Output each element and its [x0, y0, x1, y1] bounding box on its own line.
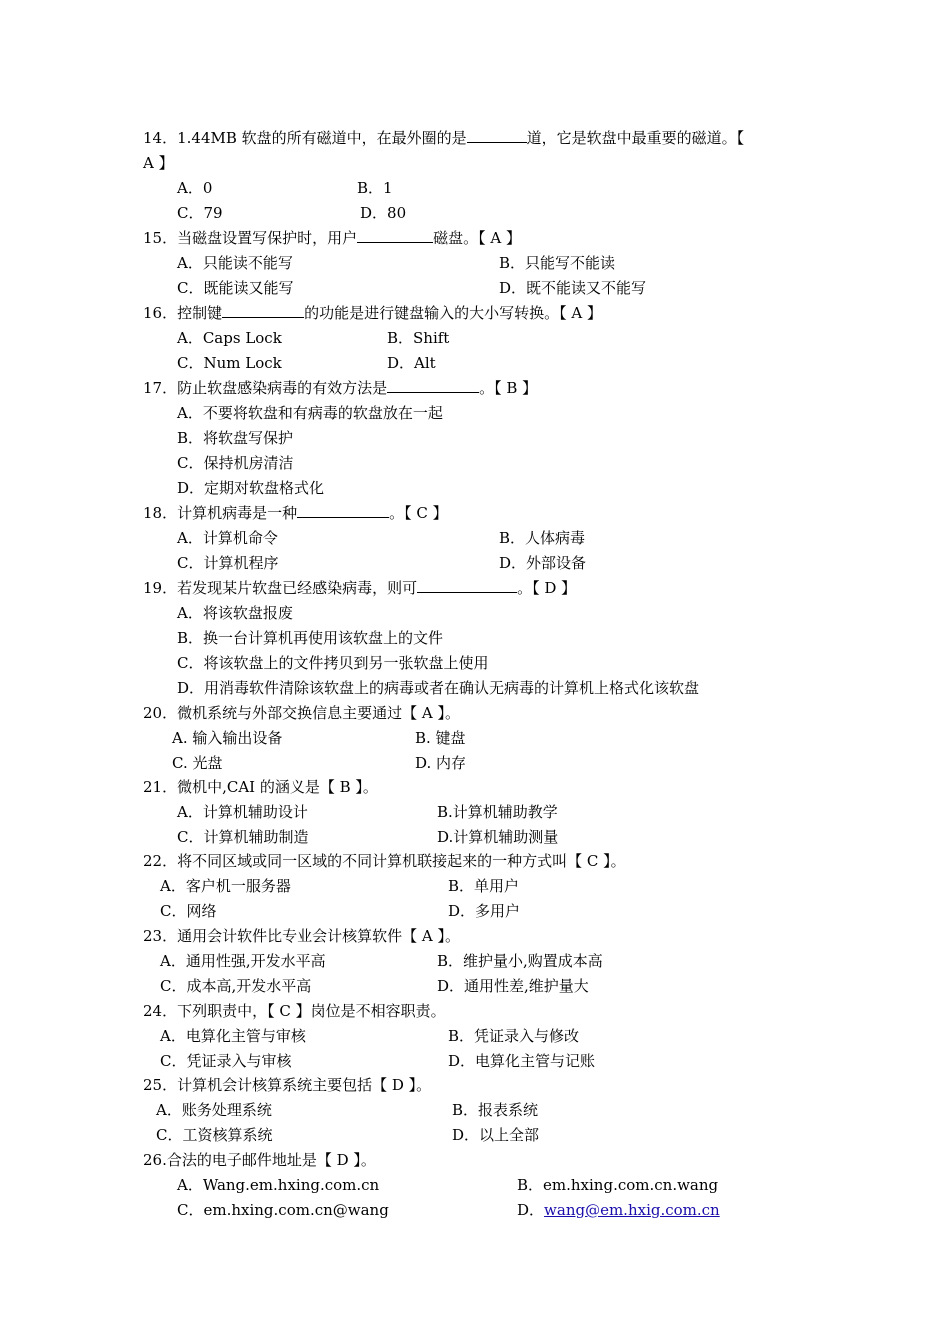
option-d: D．电算化主管与记账	[448, 1052, 596, 1070]
question-26-stem: 26.合法的电子邮件地址是【 D 】。	[143, 1151, 376, 1169]
option-b: B．em.hxing.com.cn.wang	[517, 1176, 719, 1194]
answer-blank	[222, 303, 304, 318]
option-d	[517, 1200, 720, 1220]
question-19-text-b: 。【 D 】	[517, 579, 577, 597]
option-b: B．只能写不能读	[499, 254, 616, 272]
option-d-label: D．	[517, 1201, 545, 1219]
email-link[interactable]: wang@em.hxig.com.cn	[544, 1201, 720, 1219]
option-a: A．不要将软盘和有病毒的软盘放在一起	[177, 404, 443, 422]
option-c: C．em.hxing.com.cn@wang	[177, 1201, 389, 1219]
option-a: A．只能读不能写	[177, 254, 293, 272]
question-14-text-a: 14．1.44MB 软盘的所有磁道中，在最外圈的是	[143, 129, 467, 147]
question-15-stem	[143, 228, 521, 248]
option-c: C．将该软盘上的文件拷贝到另一张软盘上使用	[177, 654, 489, 672]
option-c: C．网络	[160, 902, 217, 920]
option-a: A．0	[177, 179, 213, 197]
option-b: B．Shift	[387, 329, 450, 347]
option-c: C．Num Lock	[177, 354, 282, 372]
question-14-text-b: 道，它是软盘中最重要的磁道。【	[526, 129, 745, 147]
question-20-stem: 20．微机系统与外部交换信息主要通过【 A 】。	[143, 704, 460, 722]
option-d: D．Alt	[387, 354, 436, 372]
option-a: A．Wang.em.hxing.com.cn	[177, 1176, 380, 1194]
option-d: D．以上全部	[452, 1126, 540, 1144]
question-18-text-b: 。【 C 】	[389, 504, 448, 522]
question-18-stem	[143, 503, 448, 523]
question-15-text-b: 磁盘。【 A 】	[433, 229, 521, 247]
option-b: B．单用户	[448, 877, 520, 895]
question-16-stem	[143, 303, 602, 323]
option-a: A．计算机命令	[177, 529, 278, 547]
option-d: D.计算机辅助测量	[437, 828, 559, 846]
answer-blank	[467, 128, 527, 143]
option-c: C．凭证录入与审核	[160, 1052, 292, 1070]
option-c: C．计算机程序	[177, 554, 279, 572]
question-16-text-b: 的功能是进行键盘输入的大小写转换。【 A 】	[304, 304, 602, 322]
option-b: B．换一台计算机再使用该软盘上的文件	[177, 629, 444, 647]
question-16-text-a: 16．控制键	[143, 304, 223, 322]
option-c: C. 光盘	[172, 754, 223, 772]
option-a: A．Caps Lock	[177, 329, 282, 347]
option-c: C．成本高,开发水平高	[160, 977, 312, 995]
option-c: C．既能读又能写	[177, 279, 294, 297]
option-b: B. 键盘	[415, 729, 466, 747]
option-b: B．将软盘写保护	[177, 429, 294, 447]
option-b: B.计算机辅助教学	[437, 803, 558, 821]
option-b: B．凭证录入与修改	[448, 1027, 580, 1045]
answer-blank	[297, 503, 389, 518]
question-22-stem: 22．将不同区域或同一区域的不同计算机联接起来的一种方式叫【 C 】。	[143, 852, 626, 870]
option-a: A．电算化主管与审核	[160, 1027, 306, 1045]
question-15-text-a: 15．当磁盘设置写保护时，用户	[143, 229, 358, 247]
question-14-stem-cont: A 】	[143, 154, 174, 172]
question-23-stem: 23．通用会计软件比专业会计核算软件【 A 】。	[143, 927, 460, 945]
option-d: D．用消毒软件清除该软盘上的病毒或者在确认无病毒的计算机上格式化该软盘	[177, 679, 700, 697]
option-b: B．1	[357, 179, 393, 197]
question-24-stem: 24．下列职责中，【 C 】岗位是不相容职责。	[143, 1002, 446, 1020]
question-17-stem	[143, 378, 537, 398]
question-18-text-a: 18．计算机病毒是一种	[143, 504, 298, 522]
option-d: D．既不能读又不能写	[499, 279, 647, 297]
option-d: D. 内存	[415, 754, 467, 772]
question-19-text-a: 19．若发现某片软盘已经感染病毒，则可	[143, 579, 418, 597]
option-a: A．账务处理系统	[156, 1101, 272, 1119]
option-a: A. 输入输出设备	[172, 729, 283, 747]
option-a: A．计算机辅助设计	[177, 803, 308, 821]
option-c: C．工资核算系统	[156, 1126, 273, 1144]
option-b: B．维护量小,购置成本高	[437, 952, 603, 970]
option-d: D．多用户	[448, 902, 521, 920]
answer-blank	[357, 228, 433, 243]
question-21-stem: 21．微机中,CAI 的涵义是【 B 】。	[143, 778, 378, 796]
option-a: A．客户机一服务器	[160, 877, 291, 895]
question-17-text-a: 17．防止软盘感染病毒的有效方法是	[143, 379, 388, 397]
question-25-stem: 25．计算机会计核算系统主要包括【 D 】。	[143, 1076, 432, 1094]
option-c: C．计算机辅助制造	[177, 828, 309, 846]
option-b: B．报表系统	[452, 1101, 539, 1119]
option-b: B．人体病毒	[499, 529, 586, 547]
option-d: D．80	[360, 204, 407, 222]
question-14-stem	[143, 128, 744, 148]
option-c: C．保持机房清洁	[177, 454, 294, 472]
question-17-text-b: 。【 B 】	[479, 379, 538, 397]
option-a: A．通用性强,开发水平高	[160, 952, 326, 970]
answer-blank	[387, 378, 479, 393]
option-d: D．定期对软盘格式化	[177, 479, 325, 497]
option-d: D．通用性差,维护量大	[437, 977, 589, 995]
option-a: A．将该软盘报废	[177, 604, 293, 622]
question-19-stem	[143, 578, 576, 598]
option-d: D．外部设备	[499, 554, 587, 572]
option-c: C．79	[177, 204, 223, 222]
answer-blank	[417, 578, 517, 593]
